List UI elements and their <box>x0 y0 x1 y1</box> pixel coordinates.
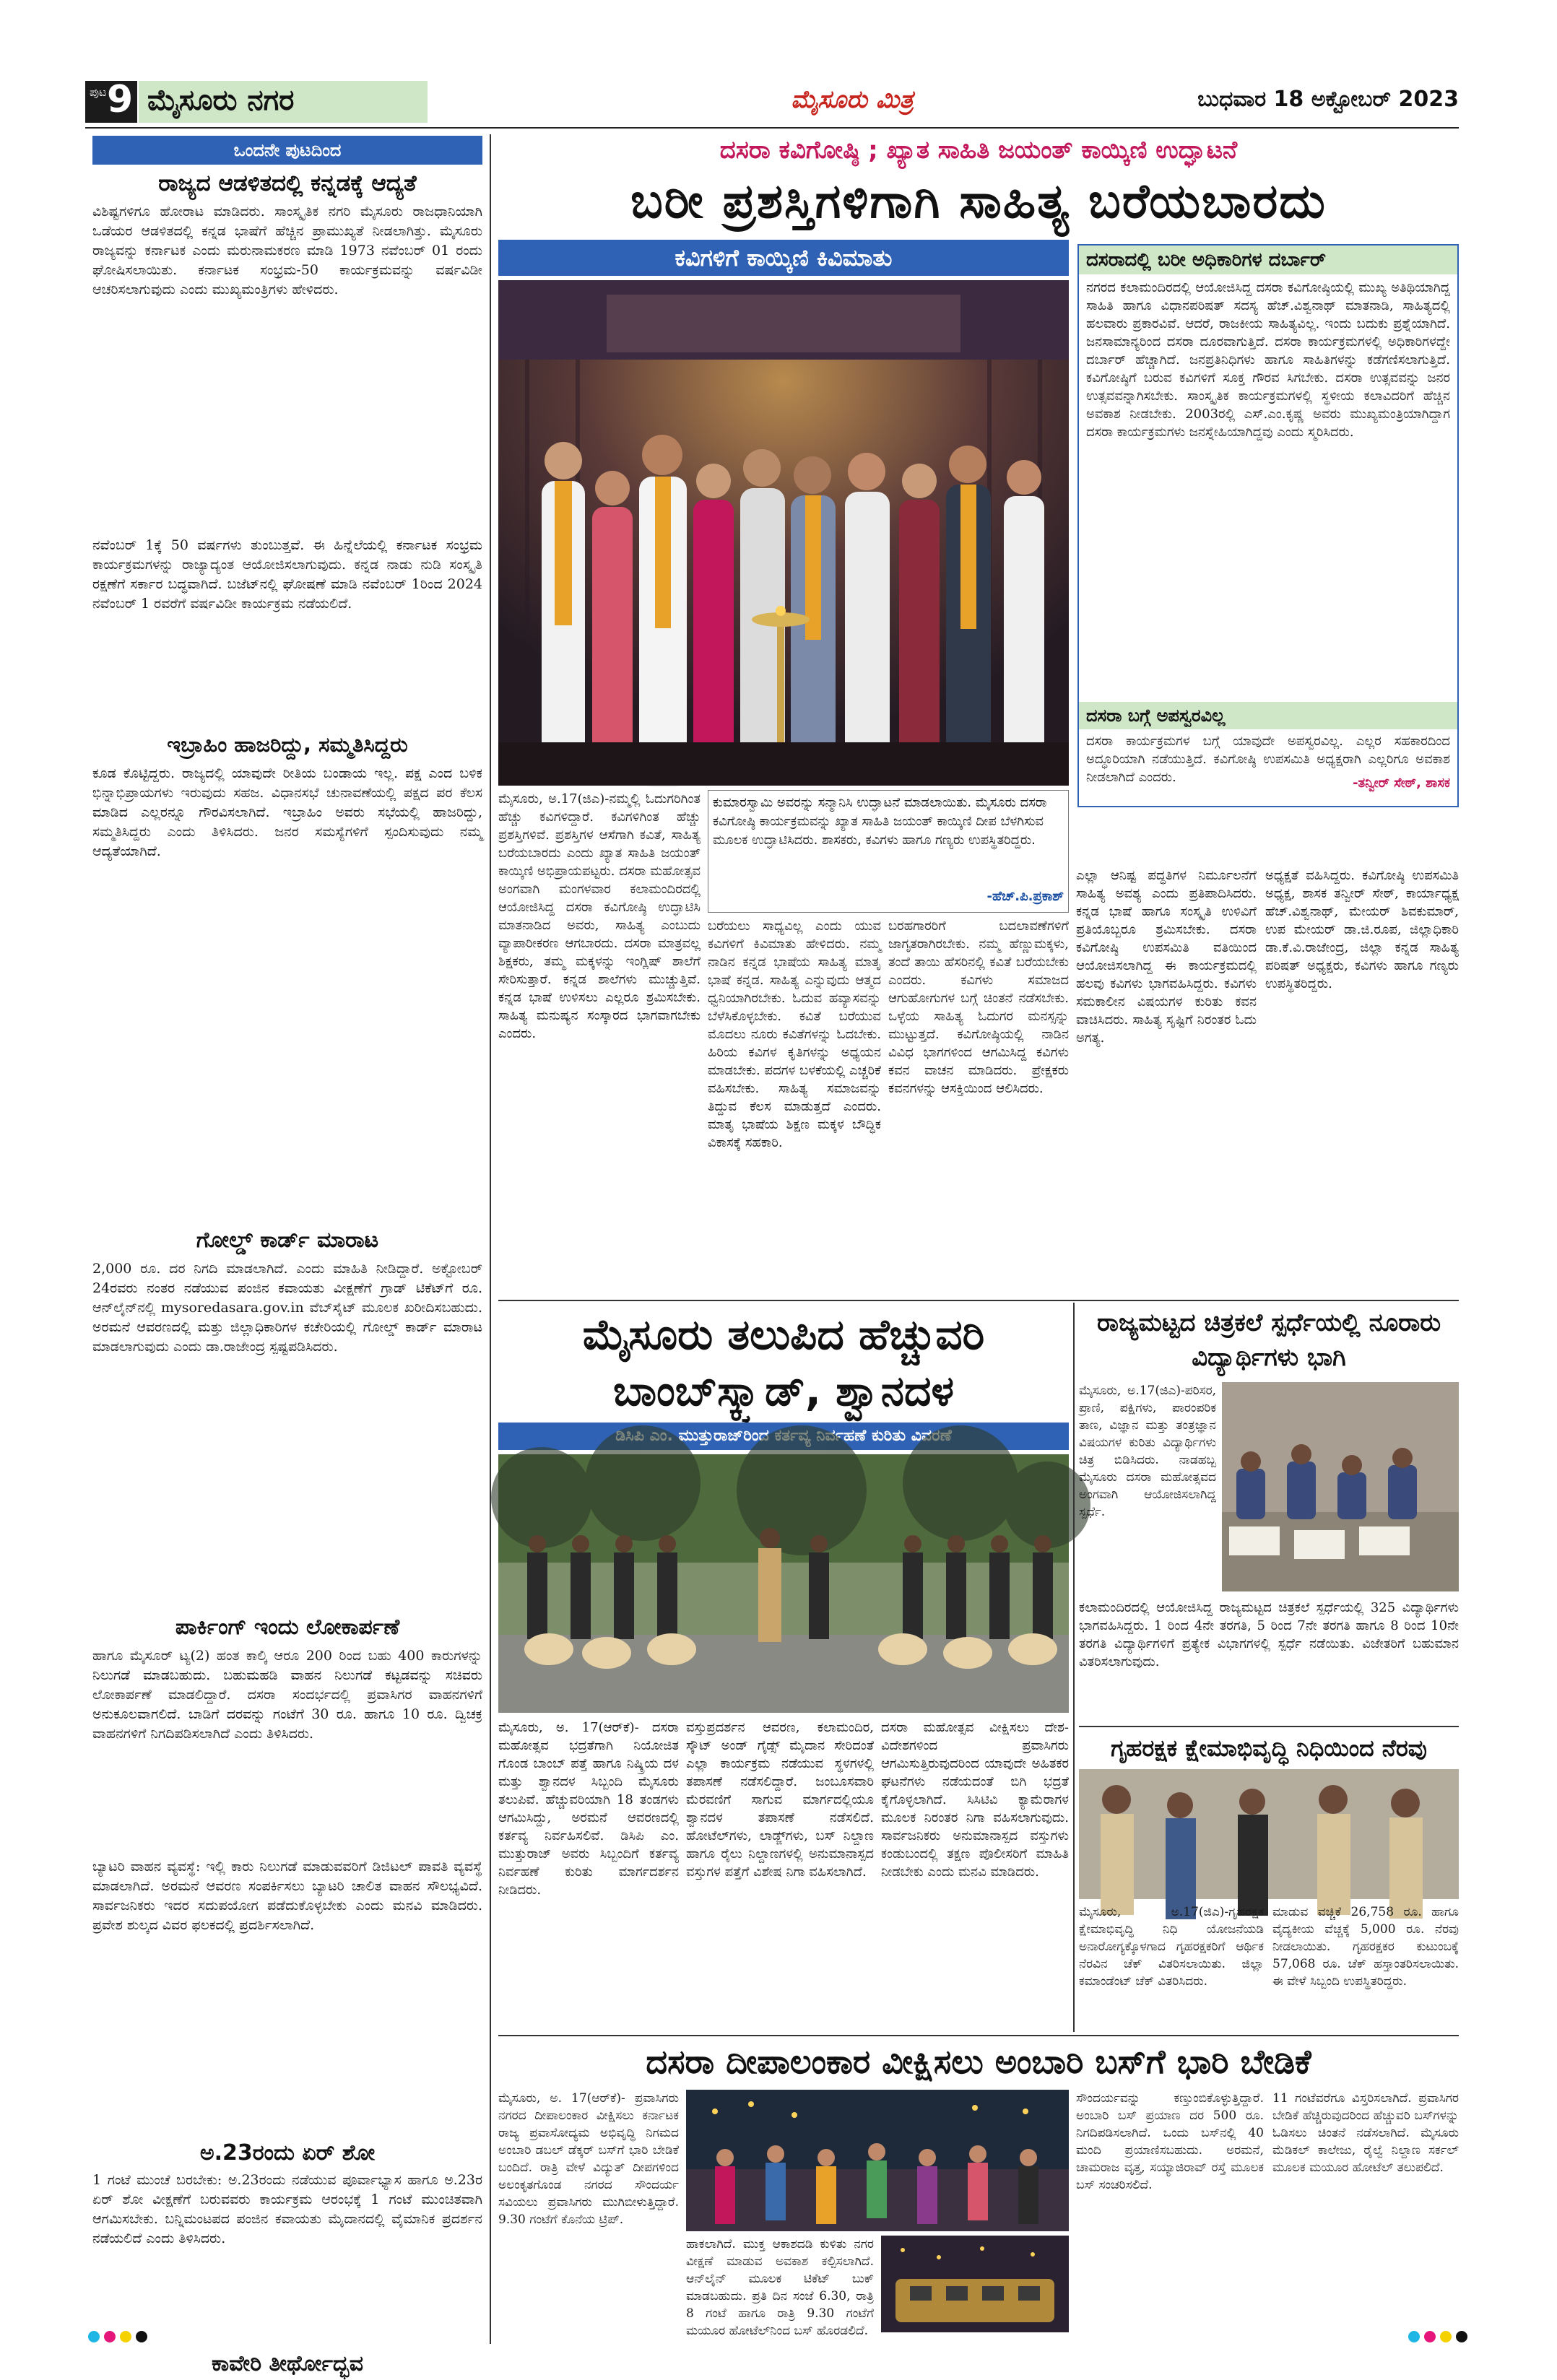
lead-body-col-2: ಬರೆಯಲು ಸಾಧ್ಯವಿಲ್ಲ ಎಂದು ಯುವ ಕವಿಗಳಿಗೆ ಕಿವಿಮಾತು ಹೇಳಿದರು. ನಮ್ಮ ನಾಡಿನ ಕನ್ನಡ ಭಾಷೆಯ ಸಾಹಿತ್ಯ ಮಾತೃ ಭಾಷೆ ಕನ್ನಡ. ಸಾಹಿತ್ಯ ಎನ್ನುವುದು ಆತ್ಮದ ಧ್ವನಿಯಾಗಿರಬೇಕು. ಓದುವ ಹವ್ಯಾಸವನ್ನು ಬೆಳೆಸಿಕೊಳ್ಳಬೇಕು. ಕವಿತೆ ಬರೆಯುವ ಮೊದಲು ನೂರು ಕವಿತೆಗಳನ್ನು ಓದಬೇಕು. ಹಿರಿಯ ಕವಿಗಳ ಕೃತಿಗಳನ್ನು ಅಧ್ಯಯನ ಮಾಡಬೇಕು. ಪದಗಳ ಬಳಕೆಯಲ್ಲಿ ಎಚ್ಚರಿಕೆ ವಹಿಸಬೇಕು. ಸಾಹಿತ್ಯ ಸಮಾಜವನ್ನು ತಿದ್ದುವ ಕೆಲಸ ಮಾಡುತ್ತದೆ ಎಂದರು. ಮಾತೃ ಭಾಷೆಯ ಶಿಕ್ಷಣ ಮಕ್ಕಳ ಬೌದ್ಧಿಕ ವಿಕಾಸಕ್ಕೆ ಸಹಕಾರಿ. <box>708 918 881 1150</box>
lead-photo-caption-box <box>708 790 1069 913</box>
registration-dots-left <box>88 2331 189 2344</box>
registration-dots-right <box>1408 2331 1509 2344</box>
bomb-subhead-text: ಮುತ್ತುರಾಜ್‌ರಿಂದ ನಿರ್ವಹಣೆ ಕುರಿತು <box>678 1427 906 1445</box>
sidebar-body-2: ದಸರಾ ಕಾರ್ಯಕ್ರಮಗಳ ಬಗ್ಗೆ ಯಾವುದೇ ಅಪಸ್ವರವಿಲ್ಲ. ಎಲ್ಲರ ಸಹಕಾರದಿಂದ ಅದ್ಧೂರಿಯಾಗಿ ನಡೆಯುತ್ತಿದೆ. ಕವಿಗೋಷ್ಠಿ ಉಪಸಮಿತಿ ಅಧ್ಯಕ್ಷರಾಗಿ ಎಲ್ಲರಿಗೂ ಅವಕಾಶ ನೀಡಲಾಗಿದೆ ಎಂದರು. <box>1086 734 1450 785</box>
left-body-4: 2,000 ರೂ. ದರ ನಿಗದಿ ಮಾಡಲಾಗಿದೆ. ಎಂದು ಮಾಹಿತಿ ನೀಡಿದ್ದಾರೆ. ಅಕ್ಟೋಬರ್ 24ರವರು ನಂತರ ನಡೆಯುವ ಪಂಜಿನ ಕವಾಯತು ವೀಕ್ಷಣೆಗೆ ಗ್ರಾಡ್ ಟಿಕೆಟ್‌ಗೆ ರೂ. ಆನ್‌ಲೈನ್‌ನಲ್ಲಿ mysoredasara.gov.in ವೆಬ್‌ಸೈಟ್ ಮೂಲಕ ಖರೀದಿಸಬಹುದು. ಅರಮನೆ ಆವರಣದಲ್ಲಿ ಮತ್ತು ಜಿಲ್ಲಾಧಿಕಾರಿಗಳ ಕಚೇರಿಯಲ್ಲಿ ಗೋಲ್ಡ್ ಕಾರ್ಡ್ ಮಾರಾಟ ಮಾಡಲಾಗುವುದು ಎಂದು ಡಾ.ರಾಜೇಂದ್ರ ಸ್ಪಷ್ಟಪಡಿಸಿದರು. <box>92 1261 482 1355</box>
column-divider <box>490 134 491 2344</box>
lead-kicker: ದಸರಾ ಕವಿಗೋಷ್ಠಿ ; ಖ್ಯಾತ ಸಾಹಿತಿ ಜಯಂತ್ ಕಾಯ್ಕಿಣಿ ಉದ್ಘಾಟನೆ <box>719 136 1238 165</box>
issue-date: ಬುಧವಾರ 18 ಅಕ್ಟೋಬರ್ 2023 <box>1197 87 1459 112</box>
bus-body-col-4: 11 ಗಂಟೆವರೆಗೂ ವಿಸ್ತರಿಸಲಾಗಿದೆ. ಪ್ರವಾಸಿಗರ ಬೇಡಿಕೆ ಹೆಚ್ಚಿರುವುದರಿಂದ ಹೆಚ್ಚುವರಿ ಬಸ್‌ಗಳನ್ನು ಓಡಿಸಲು ಚಿಂತನೆ ನಡೆಸಲಾಗಿದೆ. ಮೈಸೂರು ಮೆಡಿಕಲ್ ಕಾಲೇಜು, ರೈಲ್ವೆ ನಿಲ್ದಾಣ ಸರ್ಕಲ್ ಮೂಲಕ ಮಯೂರ ಹೋಟೆಲ್ ತಲುಪಲಿದೆ. <box>1272 2091 1459 2175</box>
left-headline-6: ಕಾವೇರಿ ತೀರ್ಥೋದ್ಭವ <box>212 2351 363 2376</box>
bomb-squad-photo <box>498 1454 1069 1713</box>
masthead-rule <box>85 127 1459 129</box>
bus-body-col-3: ಸೌಂದರ್ಯವನ್ನು ಕಣ್ತುಂಬಿಕೊಳ್ಳುತ್ತಿದ್ದಾರೆ. ಅಂಬಾರಿ ಬಸ್ ಪ್ರಯಾಣ ದರ 500 ರೂ. ನಿಗದಿಪಡಿಸಲಾಗಿದೆ. ಒಂದು ಬಸ್‌ನಲ್ಲಿ 40 ಮಂದಿ ಪ್ರಯಾಣಿಸಬಹುದು. ಅರಮನೆ, ಚಾಮರಾಜ ವೃತ್ತ, ಸಯ್ಯಾಜಿರಾವ್ ರಸ್ತೆ ಮೂಲಕ ಬಸ್ ಸಂಚರಿಸಲಿದೆ. <box>1076 2091 1264 2192</box>
continued-banner <box>92 136 482 165</box>
continued-text: ಒಂದನೇ ಪುಟದಿಂದ <box>233 140 342 160</box>
bomb-body-col-2: ವಸ್ತುಪ್ರದರ್ಶನ ಆವರಣ, ಕಲಾಮಂದಿರ, ಸ್ಕೌಟ್ ಅಂಡ್ ಗೈಡ್ಸ್ ಮೈದಾನ ಸೇರಿದಂತೆ ಎಲ್ಲಾ ಕಾರ್ಯಕ್ರಮ ನಡೆಯುವ ಸ್ಥಳಗಳಲ್ಲಿ ತಪಾಸಣೆ ನಡೆಸಲಿದ್ದಾರೆ. ಜಂಬೂಸವಾರಿ ಮೆರವಣಿಗೆ ಸಾಗುವ ಮಾರ್ಗದಲ್ಲಿಯೂ ಶ್ವಾನದಳ ತಪಾಸಣೆ ನಡೆಸಲಿದೆ. ಹೋಟೆಲ್‌ಗಳು, ಲಾಡ್ಜ್‌ಗಳು, ಬಸ್ ನಿಲ್ದಾಣ ಹಾಗೂ ರೈಲು ನಿಲ್ದಾಣಗಳಲ್ಲಿ ಅನುಮಾನಾಸ್ಪದ ವಸ್ತುಗಳ ಪತ್ತೆಗೆ ವಿಶೇಷ ನಿಗಾ ವಹಿಸಲಾಗಿದೆ. <box>686 1720 874 1880</box>
left-body-7: 1 ಗಂಟೆ ಮುಂಚೆ ಬರಬೇಕು: ಅ.23ರಂದು ನಡೆಯುವ ಪೂರ್ವಾಭ್ಯಾಸ ಹಾಗೂ ಅ.23ರ ಏರ್ ಶೋ ವೀಕ್ಷಣೆಗೆ ಬರುವವರು ಕಾರ್ಯಕ್ರಮ ಆರಂಭಕ್ಕೆ 1 ಗಂಟೆ ಮುಂಚಿತವಾಗಿ ಆಗಮಿಸಬೇಕು. ಬನ್ನಿಮಂಟಪದ ಪಂಜಿನ ಕವಾಯತು ಮೈದಾನದಲ್ಲಿ ವೈಮಾನಿಕ ಪ್ರದರ್ಶನ ನಡೆಯಲಿದೆ ಎಂದು ತಿಳಿಸಿದರು. <box>92 2172 482 2246</box>
art-body: ಕಲಾಮಂದಿರದಲ್ಲಿ ಆಯೋಜಿಸಿದ್ದ ರಾಜ್ಯಮಟ್ಟದ ಚಿತ್ರಕಲೆ ಸ್ಪರ್ಧೆಯಲ್ಲಿ 325 ವಿದ್ಯಾರ್ಥಿಗಳು ಭಾಗವಹಿಸಿದ್ದರು. 1 ರಿಂದ 4ನೇ ತರಗತಿ, 5 ರಿಂದ 7ನೇ ತರಗತಿ ಹಾಗೂ 8 ರಿಂದ 10ನೇ ತರಗತಿ ವಿದ್ಯಾರ್ಥಿಗಳಿಗೆ ಪ್ರತ್ಯೇಕ ವಿಭಾಗಗಳಲ್ಲಿ ಸ್ಪರ್ಧೆ ನಡೆಯಿತು. ವಿಜೇತರಿಗೆ ಬಹುಮಾನ ವಿತರಿಸಲಾಗುವುದು. <box>1079 1600 1459 1669</box>
section-title <box>139 81 428 123</box>
lead-photo-credit: -ಹೆಚ್.ಪಿ.ಪ್ರಕಾಶ್ <box>986 889 1064 904</box>
lead-headline: ಬರೀ ಪ್ರಶಸ್ತಿಗಳಿಗಾಗಿ ಸಾಹಿತ್ಯ ಬರೆಯಬಾರದು <box>630 173 1327 229</box>
bomb-headline-line-2: ಬಾಂಬ್‌ಸ್ಕ್ವಾಡ್, ಶ್ವಾನದಳ <box>612 1366 954 1415</box>
lead-body-col-4: ಎಲ್ಲಾ ಆನಿಷ್ಟ ಪದ್ಧತಿಗಳ ನಿರ್ಮೂಲನೆಗೆ ಸಾಹಿತ್ಯ ಅವಶ್ಯ ಎಂದು ಪ್ರತಿಪಾದಿಸಿದರು. ಕನ್ನಡ ಭಾಷೆ ಹಾಗೂ ಸಂಸ್ಕೃತಿ ಉಳಿವಿಗೆ ಪ್ರತಿಯೊಬ್ಬರೂ ಶ್ರಮಿಸಬೇಕು. ದಸರಾ ಕವಿಗೋಷ್ಠಿ ಉಪಸಮಿತಿ ವತಿಯಿಂದ ಆಯೋಜಿಸಲಾಗಿದ್ದ ಈ ಕಾರ್ಯಕ್ರಮದಲ್ಲಿ ಹಲವು ಕವಿಗಳು ಭಾಗವಹಿಸಿದ್ದರು. ಕವಿಗಳು ಸಮಕಾಲೀನ ವಿಷಯಗಳ ಕುರಿತು ಕವನ ವಾಚಿಸಿದರು. ಸಾಹಿತ್ಯ ಸೃಷ್ಟಿಗೆ ನಿರಂತರ ಓದು ಅಗತ್ಯ. <box>1076 868 1257 1046</box>
left-body-1: ವಿಶಿಷ್ಟಗಳಿಗೂ ಹೋರಾಟ ಮಾಡಿದರು. ಸಾಂಸ್ಕೃತಿಕ ನಗರಿ ಮೈಸೂರು ರಾಜಧಾನಿಯಾಗಿ ಒಡೆಯರ ಆಡಳಿತದಲ್ಲಿ ಕನ್ನಡ ಭಾಷೆಗೆ ಹೆಚ್ಚಿನ ಪ್ರಾಮುಖ್ಯತೆ ನೀಡಲಾಗಿತ್ತು. ಮೈಸೂರು ರಾಜ್ಯವನ್ನು ಕರ್ನಾಟಕ ಎಂದು ಮರುನಾಮಕರಣ ಮಾಡಿ 1973 ನವೆಂಬರ್ 01 ರಂದು ಘೋಷಿಸಲಾಯಿತು. ಕರ್ನಾಟಕ ಸಂಭ್ರಮ-50 ಕಾರ್ಯಕ್ರಮವನ್ನು ವರ್ಷವಿಡೀ ಆಚರಿಸಲಾಗುವುದು ಎಂದು ಮುಖ್ಯಮಂತ್ರಿಗಳು ಹೇಳಿದರು. <box>92 204 482 298</box>
lead-subhead-text: ಕವಿಗಳಿಗೆ ಕಾಯ್ಕಿಣಿ ಕಿವಿಮಾತು <box>675 244 893 272</box>
bomb-body-col-3: ದಸರಾ ಮಹೋತ್ಸವ ವೀಕ್ಷಿಸಲು ದೇಶ-ವಿದೇಶಗಳಿಂದ ಪ್ರವಾಸಿಗರು ಆಗಮಿಸುತ್ತಿರುವುದರಿಂದ ಯಾವುದೇ ಅಹಿತಕರ ಘಟನೆಗಳು ನಡೆಯದಂತೆ ಬಿಗಿ ಭದ್ರತೆ ಕೈಗೊಳ್ಳಲಾಗಿದೆ. ಸಿಸಿಟಿವಿ ಕ್ಯಾಮೆರಾಗಳ ಮೂಲಕ ನಿರಂತರ ನಿಗಾ ವಹಿಸಲಾಗುವುದು. ಸಾರ್ವಜನಿಕರು ಅನುಮಾನಾಸ್ಪದ ವಸ್ತುಗಳು ಕಂಡುಬಂದಲ್ಲಿ ತಕ್ಷಣ ಪೊಲೀಸರಿಗೆ ಮಾಹಿತಿ ನೀಡಬೇಕು ಎಂದು ಮನವಿ ಮಾಡಿದರು. <box>881 1720 1069 1880</box>
left-body-6: ಬ್ಯಾಟರಿ ವಾಹನ ವ್ಯವಸ್ಥೆ: ಇಲ್ಲಿ ಕಾರು ನಿಲುಗಡೆ ಮಾಡುವವರಿಗೆ ಡಿಜಿಟಲ್ ಪಾವತಿ ವ್ಯವಸ್ಥೆ ಮಾಡಲಾಗಿದೆ. ಅರಮನೆ ಆವರಣ ಸಂಪರ್ಕಿಸಲು ಬ್ಯಾಟರಿ ಚಾಲಿತ ವಾಹನ ಸೌಲಭ್ಯವಿದೆ. ಸಾರ್ವಜನಿಕರು ಇದರ ಸದುಪಯೋಗ ಪಡೆದುಕೊಳ್ಳಬೇಕು ಎಂದು ಮನವಿ ಮಾಡಿದರು. ಪ್ರವೇಶ ಶುಲ್ಕದ ವಿವರ ಫಲಕದಲ್ಲಿ ಪ್ರದರ್ಶಿಸಲಾಗಿದೆ. <box>92 1859 482 1933</box>
bomb-headline-line-1: ಮೈಸೂರು ತಲುಪಿದ ಹೆಚ್ಚುವರಿ <box>582 1310 985 1359</box>
art-photo <box>1222 1382 1459 1591</box>
lead-body-col-1: ಮೈಸೂರು, ಅ.17(ಜಿಎ)-ನಮ್ಮಲ್ಲಿ ಓದುಗರಿಗಿಂತ ಹೆಚ್ಚು ಕವಿಗಳಿದ್ದಾರೆ. ಕವಿಗಳಿಗಿಂತ ಹೆಚ್ಚು ಪ್ರಶಸ್ತಿಗಳಿವೆ. ಪ್ರಶಸ್ತಿಗಳ ಆಸೆಗಾಗಿ ಕವಿತೆ, ಸಾಹಿತ್ಯ ಬರೆಯಬಾರದು ಎಂದು ಖ್ಯಾತ ಸಾಹಿತಿ ಜಯಂತ್ ಕಾಯ್ಕಿಣಿ ಅಭಿಪ್ರಾಯಪಟ್ಟರು. ದಸರಾ ಮಹೋತ್ಸವ ಅಂಗವಾಗಿ ಮಂಗಳವಾರ ಕಲಾಮಂದಿರದಲ್ಲಿ ಆಯೋಜಿಸಿದ್ದ ದಸರಾ ಕವಿಗೋಷ್ಠಿ ಉದ್ಘಾಟಿಸಿ ಮಾತನಾಡಿದ ಅವರು, ಸಾಹಿತ್ಯ ಎಂಬುದು ವ್ಯಾಪಾರೀಕರಣ ಆಗಬಾರದು. ದಸರಾ ಮಾತ್ರವಲ್ಲ ಶಿಕ್ಷಕರು, ತಮ್ಮ ಮಕ್ಕಳನ್ನು ಇಂಗ್ಲಿಷ್ ಶಾಲೆಗೆ ಸೇರಿಸುತ್ತಾರೆ. ಕನ್ನಡ ಶಾಲೆಗಳು ಮುಚ್ಚುತ್ತಿವೆ. ಕನ್ನಡ ಭಾಷೆ ಉಳಿಸಲು ಎಲ್ಲರೂ ಶ್ರಮಿಸಬೇಕು. ಸಾಹಿತ್ಯ ಮನುಷ್ಯನ ಸಂಸ್ಕಾರದ ಭಾಗವಾಗಬೇಕು ಎಂದರು. <box>498 791 701 1041</box>
left-body-5: ಹಾಗೂ ಮೈಸೂರ್ ಟ್ಯ(2) ಹಂತ ಕಾಲ್ಕಿ ಆರೂ 200 ರಿಂದ ಬಹು 400 ಕಾರುಗಳನ್ನು ನಿಲುಗಡೆ ಮಾಡಬಹುದು. ಬಹುಮಹಡಿ ವಾಹನ ನಿಲುಗಡೆ ಕಟ್ಟಡವನ್ನು ಸಚಿವರು ಲೋಕಾರ್ಪಣೆ ಮಾಡಲಿದ್ದಾರೆ. ದಸರಾ ಸಂದರ್ಭದಲ್ಲಿ ಪ್ರವಾಸಿಗರ ವಾಹನಗಳಿಗೆ ಅನುಕೂಲವಾಗಲಿದೆ. ಬಾಡಿಗೆ ದರವನ್ನು ಗಂಟೆಗೆ 30 ರೂ. ಹಾಗೂ 10 ರೂ. ದ್ವಿಚಕ್ರ ವಾಹನಗಳಿಗೆ ನಿಗದಿಪಡಿಸಲಾಗಿದೆ ಎಂದು ತಿಳಿಸಿದರು. <box>92 1648 482 1742</box>
paper-name: ಮೈಸೂರು ಮಿತ್ರ <box>791 85 914 114</box>
section-rule-1 <box>498 1300 1459 1301</box>
home-guard-body-col-2: ಮಾಡುವ ವಚ್ಚಿಕೆ 26,758 ರೂ. ಹಾಗೂ ವೈದ್ಯಕೀಯ ವೆಚ್ಚಕ್ಕೆ 5,000 ರೂ. ನೆರವು ನೀಡಲಾಯಿತು. ಗೃಹರಕ್ಷಕರ ಕುಟುಂಬಕ್ಕೆ 57,068 ರೂ. ಚೆಕ್ ಹಸ್ತಾಂತರಿಸಲಾಯಿತು. ಈ ವೇಳೆ ಸಿಬ್ಬಂದಿ ಉಪಸ್ಥಿತರಿದ್ದರು. <box>1272 1905 1459 1989</box>
sidebar-title-2 <box>1079 702 1457 729</box>
left-headline-4: ಪಾರ್ಕಿಂಗ್ ಇಂದು ಲೋಕಾರ್ಪಣೆ <box>175 1615 400 1640</box>
section-title-text: ಮೈಸೂರು ನಗರ <box>147 84 295 117</box>
lead-photo-caption: ಕುಮಾರಸ್ವಾಮಿ ಅವರನ್ನು ಸನ್ಮಾನಿಸಿ ಉದ್ಘಾಟನೆ ಮಾಡಲಾಯಿತು. ಮೈಸೂರು ದಸರಾ ಕವಿಗೋಷ್ಠಿ ಕಾರ್ಯಕ್ರಮವನ್ನು ಖ್ಯಾತ ಸಾಹಿತಿ ಜಯಂತ್ ಕಾಯ್ಕಿಣಿ ದೀಪ ಬೆಳಗಿಸುವ ಮೂಲಕ ಉದ್ಘಾಟಿಸಿದರು. ಶಾಸಕರು, ಕವಿಗಳು ಹಾಗೂ ಗಣ್ಯರು ಉಪಸ್ಥಿತರಿದ್ದರು. <box>713 795 1047 848</box>
bus-body-col-1: ಮೈಸೂರು, ಅ. 17(ಆರ್‌ಕೆ)- ಪ್ರವಾಸಿಗರು ನಗರದ ದೀಪಾಲಂಕಾರ ವೀಕ್ಷಿಸಲು ಕರ್ನಾಟಕ ರಾಜ್ಯ ಪ್ರವಾಸೋದ್ಯಮ ಅಭಿವೃದ್ಧಿ ನಿಗಮದ ಅಂಬಾರಿ ಡಬಲ್ ಡೆಕ್ಕರ್ ಬಸ್‌ಗೆ ಭಾರಿ ಬೇಡಿಕೆ ಬಂದಿದೆ. ರಾತ್ರಿ ವೇಳೆ ವಿದ್ಯುತ್ ದೀಪಗಳಿಂದ ಅಲಂಕೃತಗೊಂಡ ನಗರದ ಸೌಂದರ್ಯ ಸವಿಯಲು ಪ್ರವಾಸಿಗರು ಮುಗಿಬೀಳುತ್ತಿದ್ದಾರೆ. 9.30 ಗಂಟೆಗೆ ಕೊನೆಯ ಟ್ರಿಪ್. <box>498 2091 679 2227</box>
page-number: 9 <box>107 78 134 121</box>
section-rule-3 <box>498 2035 1459 2036</box>
bus-body-col-2: ಹಾಕಲಾಗಿದೆ. ಮುಕ್ತ ಆಕಾಶದಡಿ ಕುಳಿತು ನಗರ ವೀಕ್ಷಣೆ ಮಾಡುವ ಅವಕಾಶ ಕಲ್ಪಿಸಲಾಗಿದೆ. ಆನ್‌ಲೈನ್ ಮೂಲಕ ಟಿಕೆಟ್ ಬುಕ್ ಮಾಡಬಹುದು. ಪ್ರತಿ ದಿನ ಸಂಜೆ 6.30, ರಾತ್ರಿ 8 ಗಂಟೆ ಹಾಗೂ ರಾತ್ರಿ 9.30 ಗಂಟೆಗೆ ಮಯೂರ ಹೋಟೆಲ್‌ನಿಂದ ಬಸ್ ಹೊರಡಲಿದೆ. <box>686 2237 874 2338</box>
home-guard-headline: ಗೃಹರಕ್ಷಕ ಕ್ಷೇಮಾಭಿವೃದ್ಧಿ ನಿಧಿಯಿಂದ ನೆರವು <box>1111 1734 1427 1762</box>
left-headline-2: ಇಬ್ರಾಹಿಂ ಹಾಜರಿದ್ದು, ಸಮ್ಮತಿಸಿದ್ದರು <box>167 732 408 757</box>
left-body-3: ಕೂಡ ಕೊಟ್ಟಿದ್ದರು. ರಾಜ್ಯದಲ್ಲಿ ಯಾವುದೇ ರೀತಿಯ ಬಂಡಾಯ ಇಲ್ಲ. ಪಕ್ಷ ಎಂದ ಬಳಿಕ ಭಿನ್ನಾಭಿಪ್ರಾಯಗಳು ಇರುವುದು ಸಹಜ. ವಿಧಾನಸಭೆ ಚುನಾವಣೆಯಲ್ಲಿ ಪಕ್ಷದ ಪರ ಕೆಲಸ ಮಾಡಿದ ಎಲ್ಲರನ್ನೂ ಗೌರವಿಸಲಾಗಿದೆ. ಇಬ್ರಾಹಿಂ ಅವರು ಸಭೆಯಲ್ಲಿ ಹಾಜರಿದ್ದು, ಸಮ್ಮತಿಸಿದ್ದರು ಎಂದು ತಿಳಿಸಿದರು. ಜನರ ಸಮಸ್ಯೆಗಳಿಗೆ ಸ್ಪಂದಿಸುವುದು ನಮ್ಮ ಆದ್ಯತೆಯಾಗಿದೆ. <box>92 765 482 859</box>
left-headline-5: ಅ.23ರಂದು ಏರ್ ಶೋ <box>199 2140 376 2166</box>
sidebar-credit: -ತನ್ವೀರ್ ಸೇಠ್, ಶಾಸಕ <box>1353 776 1450 791</box>
bus-photo-2 <box>881 2236 1069 2332</box>
lead-body-col-3: ಬರಹಗಾರರಿಗೆ ಬದಲಾವಣೆಗಳಿಗೆ ಜಾಗೃತರಾಗಿರಬೇಕು. ನಮ್ಮ ಹೆಣ್ಣುಮಕ್ಕಳು, ತಂದೆ ತಾಯಿ ಹೆಸರಿನಲ್ಲಿ ಕವಿತೆ ಬರೆಯಬೇಕು ಎಂದರು. ಕವಿಗಳು ಸಮಾಜದ ಆಗುಹೋಗುಗಳ ಬಗ್ಗೆ ಚಿಂತನೆ ನಡೆಸಬೇಕು. ಒಳ್ಳೆಯ ಸಾಹಿತ್ಯ ಓದುಗರ ಮನಸ್ಸನ್ನು ಮುಟ್ಟುತ್ತದೆ. ಕವಿಗೋಷ್ಠಿಯಲ್ಲಿ ನಾಡಿನ ವಿವಿಧ ಭಾಗಗಳಿಂದ ಆಗಮಿಸಿದ್ದ ಕವಿಗಳು ಕವನ ವಾಚನ ಮಾಡಿದರು. ಪ್ರೇಕ್ಷಕರು ಕವನಗಳನ್ನು ಆಸಕ್ತಿಯಿಂದ ಆಲಿಸಿದರು. <box>888 918 1069 1096</box>
lead-subhead <box>498 240 1069 276</box>
sidebar-title-text: ದಸರಾದಲ್ಲಿ ಬರೀ ಅಧಿಕಾರಿಗಳ ದರ್ಬಾರ್ <box>1086 249 1327 271</box>
page-label: ಪುಟ <box>90 85 107 99</box>
left-headline-1: ರಾಜ್ಯದ ಆಡಳಿತದಲ್ಲಿ ಕನ್ನಡಕ್ಕೆ ಆದ್ಯತೆ <box>158 170 417 196</box>
page-label-badge <box>85 78 137 123</box>
lead-body-col-5: ಅಧ್ಯಕ್ಷತೆ ವಹಿಸಿದ್ದರು. ಕವಿಗೋಷ್ಠಿ ಉಪಸಮಿತಿ ಅಧ್ಯಕ್ಷ, ಶಾಸಕ ತನ್ವೀರ್ ಸೇಠ್, ಕಾರ್ಯಾಧ್ಯಕ್ಷ ಹೆಚ್.ವಿಶ್ವನಾಥ್, ಮೇಯರ್ ಶಿವಕುಮಾರ್, ಉಪ ಮೇಯರ್ ಡಾ.ಜಿ.ರೂಪ, ಜಿಲ್ಲಾಧಿಕಾರಿ ಡಾ.ಕೆ.ವಿ.ರಾಜೇಂದ್ರ, ಜಿಲ್ಲಾ ಕನ್ನಡ ಸಾಹಿತ್ಯ ಪರಿಷತ್ ಅಧ್ಯಕ್ಷರು, ಕವಿಗಳು ಹಾಗೂ ಗಣ್ಯರು ಉಪಸ್ಥಿತರಿದ್ದರು. <box>1265 868 1459 991</box>
left-body-2: ನವೆಂಬರ್ 1ಕ್ಕೆ 50 ವರ್ಷಗಳು ತುಂಬುತ್ತವೆ. ಈ ಹಿನ್ನೆಲೆಯಲ್ಲಿ ಕರ್ನಾಟಕ ಸಂಭ್ರಮ ಕಾರ್ಯಕ್ರಮಗಳನ್ನು ರಾಜ್ಯಾದ್ಯಂತ ಆಯೋಜಿಸಲಾಗುವುದು. ಕನ್ನಡ ನಾಡು ನುಡಿ ಸಂಸ್ಕೃತಿ ರಕ್ಷಣೆಗೆ ಸರ್ಕಾರ ಬದ್ಧವಾಗಿದೆ. ಬಜೆಟ್‌ನಲ್ಲಿ ಘೋಷಣೆ ಮಾಡಿ ನವೆಂಬರ್ 1ರಿಂದ 2024 ನವೆಂಬರ್ 1 ರವರೆಗೆ ವರ್ಷವಿಡೀ ಕಾರ್ಯಕ್ರಮ ನಡೆಯಲಿದೆ. <box>92 537 482 612</box>
bus-photo <box>686 2090 1069 2231</box>
art-headline: ರಾಜ್ಯಮಟ್ಟದ ಚಿತ್ರಕಲೆ ಸ್ಪರ್ಧೆಯಲ್ಲಿ ನೂರಾರು ವಿದ್ಯಾರ್ಥಿಗಳು ಭಾಗಿ <box>1096 1308 1441 1372</box>
bus-headline: ದಸರಾ ದೀಪಾಲಂಕಾರ ವೀಕ್ಷಿಸಲು ಅಂಬಾರಿ ಬಸ್‌ಗೆ ಭಾರಿ ಬೇಡಿಕೆ <box>646 2042 1311 2081</box>
sidebar-body: ನಗರದ ಕಲಾಮಂದಿರದಲ್ಲಿ ಆಯೋಜಿಸಿದ್ದ ದಸರಾ ಕವಿಗೋಷ್ಠಿಯಲ್ಲಿ ಮುಖ್ಯ ಅತಿಥಿಯಾಗಿದ್ದ ಸಾಹಿತಿ ಹಾಗೂ ವಿಧಾನಪರಿಷತ್ ಸದಸ್ಯ ಹೆಚ್.ವಿಶ್ವನಾಥ್ ಮಾತನಾಡಿ, ಸಾಹಿತ್ಯದಲ್ಲಿ ಹಲವಾರು ಪ್ರಕಾರವಿವೆ. ಆದರೆ, ರಾಜಕೀಯ ಸಾಹಿತ್ಯವಿಲ್ಲ. ಇಂದು ಬದುಕು ಪ್ರಶ್ನೆಯಾಗಿದೆ. ಜನಸಾಮಾನ್ಯರಿಂದ ದಸರಾ ದೂರವಾಗುತ್ತಿದೆ. ದಸರಾ ಕಾರ್ಯಕ್ರಮಗಳಲ್ಲಿ ಅಧಿಕಾರಿಗಳದ್ದೇ ದರ್ಬಾರ್ ಹೆಚ್ಚಾಗಿದೆ. ಜನಪ್ರತಿನಿಧಿಗಳು ಹಾಗೂ ಸಾಹಿತಿಗಳನ್ನು ಕಡೆಗಣಿಸಲಾಗುತ್ತಿದೆ. ಕವಿಗೋಷ್ಠಿಗೆ ಬರುವ ಕವಿಗಳಿಗೆ ಸೂಕ್ತ ಗೌರವ ಸಿಗಬೇಕು. ದಸರಾ ಉತ್ಸವವನ್ನು ಜನರ ಉತ್ಸವವನ್ನಾಗಿಸಬೇಕು. ಸಾಂಸ್ಕೃತಿಕ ಕಾರ್ಯಕ್ರಮಗಳಲ್ಲಿ ಸ್ಥಳೀಯ ಕಲಾವಿದರಿಗೆ ಹೆಚ್ಚಿನ ಅವಕಾಶ ನೀಡಬೇಕು. 2003ರಲ್ಲಿ ಎಸ್.ಎಂ.ಕೃಷ್ಣ ಅವರು ಮುಖ್ಯಮಂತ್ರಿಯಾಗಿದ್ದಾಗ ದಸರಾ ಕಾರ್ಯಕ್ರಮಗಳು ಜನಸ್ನೇಹಿಯಾಗಿದ್ದವು ಎಂದು ಸ್ಮರಿಸಿದರು. <box>1086 280 1450 440</box>
column-divider-right <box>1073 1303 1075 2032</box>
art-body-col-1: ಮೈಸೂರು, ಅ.17(ಜಿಎ)-ಪರಿಸರ, ಪ್ರಾಣಿ, ಪಕ್ಷಿಗಳು, ಪಾರಂಪರಿಕ ತಾಣ, ವಿಜ್ಞಾನ ಮತ್ತು ತಂತ್ರಜ್ಞಾನ ವಿಷಯಗಳ ಕುರಿತು ವಿದ್ಯಾರ್ಥಿಗಳು ಚಿತ್ರ ಬಿಡಿಸಿದರು. ನಾಡಹಬ್ಬ ಮೈಸೂರು ದಸರಾ ಮಹೋತ್ಸವದ ಅಂಗವಾಗಿ ಆಯೋಜಿಸಲಾಗಿದ್ದ ಸ್ಪರ್ಧೆ. <box>1079 1384 1216 1519</box>
bomb-body-col-1: ಮೈಸೂರು, ಅ. 17(ಆರ್‌ಕೆ)- ದಸರಾ ಮಹೋತ್ಸವ ಭದ್ರತೆಗಾಗಿ ನಿಯೋಜಿತ ಗೊಂಡ ಬಾಂಬ್ ಪತ್ತೆ ಹಾಗೂ ನಿಷ್ಕ್ರಿಯ ದಳ ಮತ್ತು ಶ್ವಾನದಳ ಸಿಬ್ಬಂದಿ ಮೈಸೂರು ತಲುಪಿವೆ. ಹೆಚ್ಚುವರಿಯಾಗಿ 18 ತಂಡಗಳು ಆಗಮಿಸಿದ್ದು, ಅರಮನೆ ಆವರಣದಲ್ಲಿ ಕರ್ತವ್ಯ ನಿರ್ವಹಿಸಲಿವೆ. ಡಿಸಿಪಿ ಎಂ. ಮುತ್ತುರಾಜ್ ಅವರು ಸಿಬ್ಬಂದಿಗೆ ಕರ್ತವ್ಯ ನಿರ್ವಹಣೆ ಕುರಿತು ಮಾರ್ಗದರ್ಶನ ನೀಡಿದರು. <box>498 1720 679 1898</box>
section-rule-2 <box>1079 1726 1459 1727</box>
sidebar-title <box>1079 246 1457 274</box>
home-guard-photo <box>1079 1769 1459 1899</box>
lead-photo <box>498 280 1069 786</box>
sidebar-box <box>1077 244 1459 807</box>
left-headline-3: ಗೋಲ್ಡ್ ಕಾರ್ಡ್ ಮಾರಾಟ <box>196 1228 379 1253</box>
home-guard-body-col-1: ಮೈಸೂರು, ಅ.17(ಜಿಎ)-ಗೃಹರಕ್ಷಕ ಕ್ಷೇಮಾಭಿವೃದ್ಧಿ ನಿಧಿ ಯೋಜನೆಯಡಿ ಅನಾರೋಗ್ಯಕ್ಕೊಳಗಾದ ಗೃಹರಕ್ಷಕರಿಗೆ ಆರ್ಥಿಕ ನೆರವಿನ ಚೆಕ್ ವಿತರಿಸಲಾಯಿತು. ಜಿಲ್ಲಾ ಕಮಾಂಡೆಂಟ್ ಚೆಕ್ ವಿತರಿಸಿದರು. <box>1079 1905 1264 1989</box>
sidebar-title-2-text: ದಸರಾ ಬಗ್ಗೆ ಅಪಸ್ವರವಿಲ್ಲ <box>1086 705 1226 726</box>
